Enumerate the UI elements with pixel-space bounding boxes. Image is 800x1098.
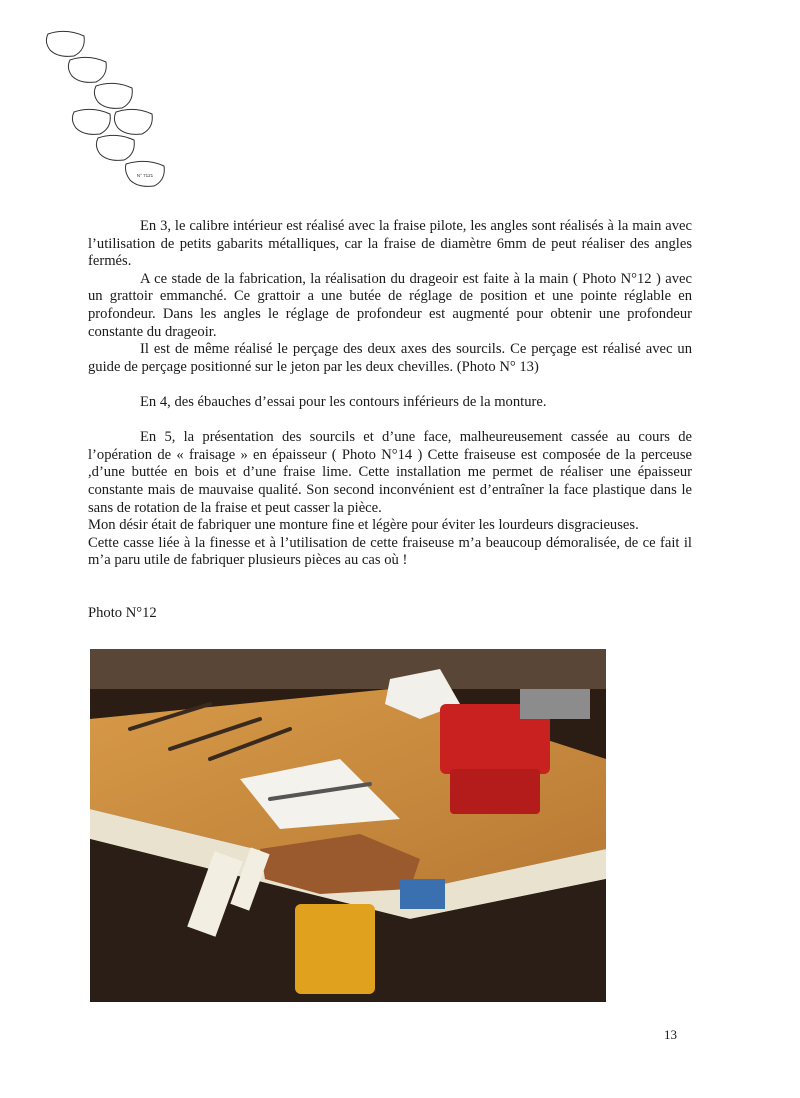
vise-jaw xyxy=(520,689,590,719)
body-text xyxy=(88,218,692,570)
blue-clamp xyxy=(400,879,445,909)
paragraph: Cette casse liée à la finesse et à l’utilisation de cette fraiseuse m’a beaucoup démoralisée, de ce fait il m’a paru utile de fabriquer plusieurs pièces au cas où ! xyxy=(88,534,692,569)
paragraph: A ce stade de la fabrication, la réalisation du drageoir est faite à la main ( Photo N°12 ) avec un grattoir emmanché. Ce grattoir a une butée de réglage de position et une pointe réglable en profondeur. Dans les angles le réglage de profondeur est augmenté pour obtenir une profondeur constante du drageoir. xyxy=(88,270,692,340)
paragraph: En 5, la présentation des sourcils et d’une face, malheureusement cassée au cours de l’opération de « fraisage » en épaisseur ( Photo N°14 ) Cette fraiseuse est composée de la perceuse ,d’une buttée en bois et d’une fraise lime. Cette installation me permet de réaliser une épaisseur constante mais de mauvaise qualité. Son second inconvénient est d’entraîner la face plastique dans le sans de rotation de la fraise et peut casser la pièce. xyxy=(88,429,692,516)
paragraph: Mon désir était de fabriquer une monture fine et légère pour éviter les lourdeurs disgracieuses. xyxy=(88,517,639,534)
paragraph: En 3, le calibre intérieur est réalisé avec la fraise pilote, les angles sont réalisés à la main avec l’utilisation de petits gabarits métalliques, car la fraise de diamètre 6mm de peut réaliser des angles fermés. xyxy=(88,218,692,270)
logo-stamp-text: N° 7121 xyxy=(136,173,154,178)
lens-shape-4 xyxy=(72,109,110,134)
lens-shape-2 xyxy=(68,57,106,82)
paragraph: Il est de même réalisé le perçage des deux axes des sourcils. Ce perçage est réalisé avec un guide de perçage positionné sur le jeton par les deux chevilles. (Photo N° 13) xyxy=(88,341,692,375)
paragraph: En 4, des ébauches d’essai pour les contours inférieurs de la monture. xyxy=(140,393,547,410)
yellow-case xyxy=(295,904,375,994)
lens-shape-5 xyxy=(114,109,152,134)
page-number: 13 xyxy=(664,1027,677,1042)
eyeglass-lens-logo xyxy=(40,24,180,194)
lens-shape-6 xyxy=(96,135,134,160)
red-vise-base xyxy=(450,769,540,814)
photo-caption: Photo N°12 xyxy=(88,605,157,621)
workshop-photo xyxy=(90,649,606,1002)
back-wall xyxy=(90,649,606,689)
lens-shape-1 xyxy=(46,31,84,56)
lens-shape-3 xyxy=(94,83,132,108)
